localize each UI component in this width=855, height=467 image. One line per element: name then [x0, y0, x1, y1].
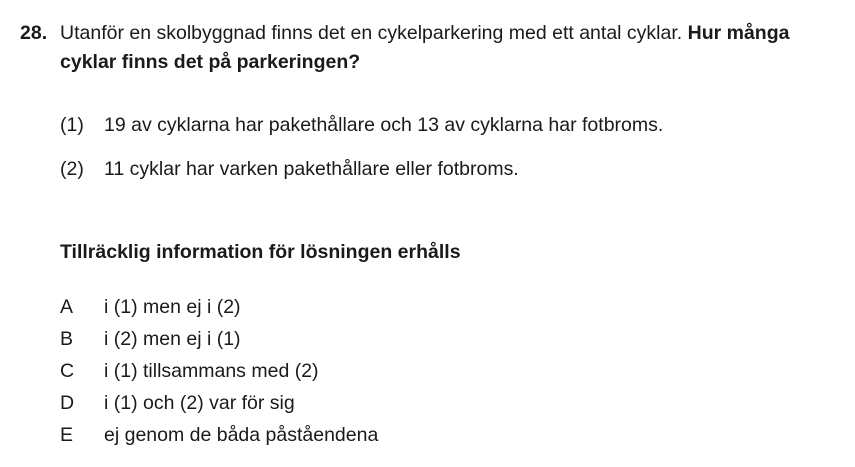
option-e[interactable]: [60, 421, 760, 450]
option-text: i (1) men ej i (2): [104, 296, 241, 318]
option-d[interactable]: [60, 389, 760, 418]
options-heading: Tillräcklig information för lösningen erhålls: [60, 241, 461, 263]
option-text: i (1) och (2) var för sig: [104, 392, 295, 414]
option-letter: A: [60, 296, 74, 318]
option-text: i (1) tillsammans med (2): [104, 360, 319, 382]
question: [20, 19, 840, 77]
option-text: ej genom de båda påståendena: [104, 424, 379, 446]
statement-number: (2): [60, 158, 84, 180]
option-letter: E: [60, 424, 74, 446]
question-text: [60, 19, 840, 77]
option-letter: B: [60, 328, 74, 350]
question-number: 28.: [20, 22, 48, 44]
statement-text: 11 cyklar har varken pakethållare eller fotbroms.: [104, 158, 519, 180]
option-b[interactable]: [60, 325, 760, 354]
statement-number: (1): [60, 114, 84, 136]
question-text-plain: Utanför en skolbyggnad finns det en cykelparkering med ett antal cyklar.: [60, 22, 683, 44]
option-text: i (2) men ej i (1): [104, 328, 241, 350]
question-text-bold: Hur många cyklar finns det på parkeringen?: [60, 22, 790, 73]
statement-text: 19 av cyklarna har pakethållare och 13 av cyklarna har fotbroms.: [104, 114, 664, 136]
option-a[interactable]: [60, 293, 760, 322]
option-letter: C: [60, 360, 75, 382]
option-letter: D: [60, 392, 75, 414]
option-c[interactable]: [60, 357, 760, 386]
